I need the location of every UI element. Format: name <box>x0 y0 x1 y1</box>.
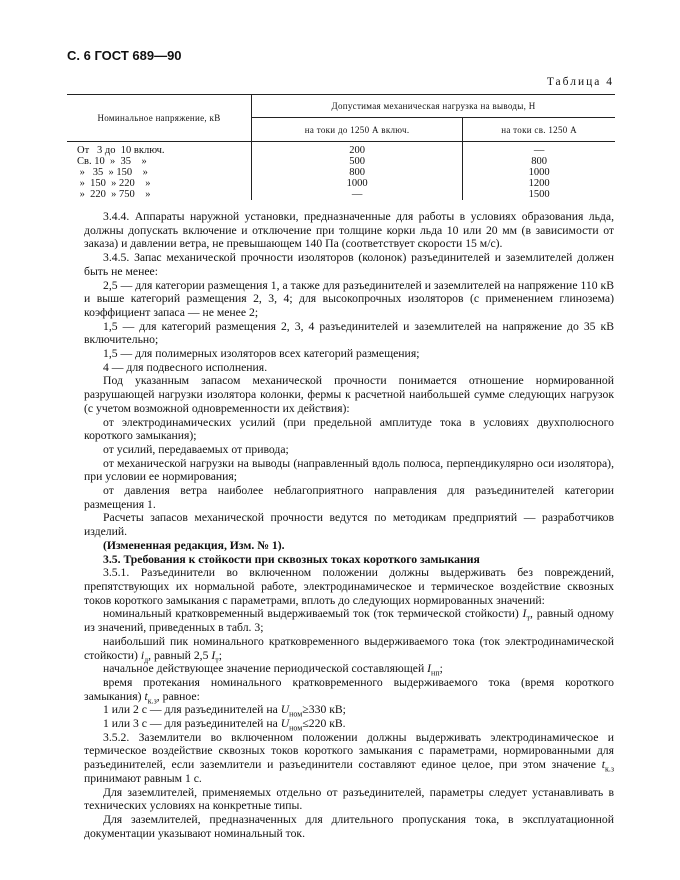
symbol-subscript: ном <box>289 709 303 719</box>
symbol: U <box>280 703 290 717</box>
symbol-subscript: д <box>144 654 149 664</box>
list-item: 1,5 — для категорий размещения 2, 3, 4 разъединителей и заземлителей на напряжение до 35 кВ включительно; <box>84 319 614 347</box>
load-value-1: 200 <box>252 142 463 157</box>
voltage-range: » 35 » 150 » <box>67 167 252 178</box>
load-value-2: 1000 <box>528 167 550 178</box>
symbol-subscript: т <box>526 613 530 623</box>
text-run: ≤220 кВ. <box>302 717 346 731</box>
voltage-range: » 150 » 220 » <box>67 178 252 189</box>
col-header-voltage: Номинальное напряжение, кВ <box>67 95 252 142</box>
text-run: ; <box>218 648 223 662</box>
text-run: наибольший пик номинального кратковременного выдерживаемого тока (ток электродинамической стойкости) <box>84 634 614 662</box>
text-run: 1 или 2 с — для разъединителей на <box>103 703 281 717</box>
voltage-range: От 3 до 10 включ. <box>67 142 252 157</box>
voltage-range: » 220 » 750 » <box>67 189 252 200</box>
list-item <box>84 703 614 717</box>
symbol: U <box>280 717 290 731</box>
paragraph-3-4-4: 3.4.4. Аппараты наружной установки, предназначенные для работы в условиях образования льда, должны допускать включение и отключение при толщине корки льда 10 или 20 мм (в зависимости от заказа) и давлении ветра, не превышающем 140 Па (соответствует скорости 15 м/с). <box>84 210 614 251</box>
symbol-subscript: нп <box>431 668 440 678</box>
list-item <box>84 717 614 731</box>
load-value-1: 1000 <box>252 178 463 189</box>
load-value-2: — <box>533 145 545 156</box>
col-header-load: Допустимая механическая нагрузка на выводы, Н <box>252 95 616 118</box>
list-item: 4 — для подвесного исполнения. <box>103 360 268 374</box>
symbol: I <box>522 607 527 621</box>
col-header-up-to-1250: на токи до 1250 А включ. <box>252 118 463 142</box>
table-row <box>67 167 615 178</box>
list-item <box>84 662 614 676</box>
col-header-over-1250: на токи св. 1250 А <box>463 118 615 142</box>
text-run: время протекания номинального кратковременного выдерживаемого тока (время короткого замыкания) <box>84 675 614 703</box>
list-item: от электродинамических усилий (при предельной амплитуде тока в условиях двухполюсного короткого замыкания); <box>84 415 614 443</box>
text-run: ≥330 кВ; <box>302 703 346 717</box>
list-item: от давления ветра наиболее неблагоприятного направления для разъединителей категории размещения 1. <box>84 484 614 511</box>
list-item: 2,5 — для категории размещения 1, а также для разъединителей и заземлителей на напряжение 110 кВ и выше категорий размещения 2, 3, 4; для высокопрочных изоляторов (с применением глинозема) коэффициент запаса — не менее 2; <box>84 278 614 319</box>
load-value-2: 1200 <box>528 178 550 189</box>
symbol: i <box>140 648 145 662</box>
voltage-range: Св. 10 » 35 » <box>67 156 252 167</box>
table-row <box>67 189 615 200</box>
list-item: от механической нагрузки на выводы (направленный вдоль полюса, перпендикулярно оси изолятора), при условии ее нормирования; <box>84 456 614 484</box>
text-run: начальное действующее значение периодической составляющей <box>103 662 428 676</box>
paragraph: Под указанным запасом механической прочности понимается отношение нормированной разрушающей нагрузки изолятора колонки, фермы к расчетной наибольшей сумме следующих нагрузок (с учетом возможной одновременности их действия): <box>84 374 614 415</box>
text-run: , равный 2,5 <box>148 648 212 662</box>
list-item: от усилий, передаваемых от привода; <box>103 442 289 456</box>
symbol-subscript: ном <box>289 723 303 733</box>
symbol: I <box>427 662 432 676</box>
paragraph-3-5-2 <box>84 731 614 786</box>
list-item: 1,5 — для полимерных изоляторов всех категорий размещения; <box>103 347 420 361</box>
amendment-note: (Измененная редакция, Изм. № 1). <box>103 538 285 552</box>
paragraph: Для заземлителей, применяемых отдельно от разъединителей, параметры следует устанавливать в технических условиях на конкретные типы. <box>84 785 614 813</box>
text-run: ; <box>439 662 443 676</box>
paragraph: Для заземлителей, предназначенных для длительного пропускания тока, в эксплуатационной документации указывают номинальный ток. <box>84 812 614 840</box>
symbol-subscript: т <box>215 654 219 664</box>
text-run: принимают равным 1 с. <box>84 771 202 785</box>
text-run: 3.5.2. Заземлители во включенном положении должны выдерживать электродинамическое и термическое воздействие сквозных токов короткого замыкания с параметрами, нормированными для разъединителей, если заземлители и разъединители составляют единое целое, при этом значение <box>84 730 614 772</box>
symbol: t <box>601 758 605 772</box>
text-run: номинальный кратковременный выдерживаемый ток (ток термической стойкости) <box>103 607 523 621</box>
section-heading-3-5: 3.5. Требования к стойкости при сквозных токах короткого замыкания <box>103 552 480 566</box>
load-value-1: 500 <box>252 156 463 167</box>
page-header: С. 6 ГОСТ 689—90 <box>67 48 182 63</box>
list-item <box>84 635 614 662</box>
table-row <box>67 142 615 157</box>
paragraph-3-4-5: 3.4.5. Запас механической прочности изоляторов (колонок) разъединителей и заземлителей должен быть не менее: <box>84 251 614 278</box>
table-caption: Таблица 4 <box>546 76 614 88</box>
load-value-2: 800 <box>531 156 547 167</box>
list-item <box>84 607 614 634</box>
table-row <box>67 178 615 189</box>
table-row <box>67 156 615 167</box>
symbol-subscript: к.з <box>147 695 157 705</box>
text-run: , равное: <box>156 689 200 703</box>
load-value-2: 1500 <box>528 189 550 200</box>
document-body <box>84 210 614 840</box>
load-value-1: — <box>252 189 463 200</box>
text-run: 1 или 3 с — для разъединителей на <box>103 717 281 731</box>
load-value-1: 800 <box>252 167 463 178</box>
paragraph: Расчеты запасов механической прочности ведутся по методикам предприятий — разработчиков изделий. <box>84 511 614 539</box>
symbol-subscript: к.з <box>604 764 614 774</box>
list-item <box>84 676 614 703</box>
symbol: I <box>211 648 216 662</box>
load-table <box>67 94 615 200</box>
paragraph-3-5-1: 3.5.1. Разъединители во включенном положении должны выдерживать без повреждений, препятствующих их нормальной работе, электродинамическое и термическое воздействие сквозных токов короткого замыкания с параметрами, вплоть до следующих нормированных значений: <box>84 566 614 607</box>
symbol: t <box>144 689 148 703</box>
text-run: , равный одному из значений, приведенных в табл. 3; <box>84 607 614 635</box>
